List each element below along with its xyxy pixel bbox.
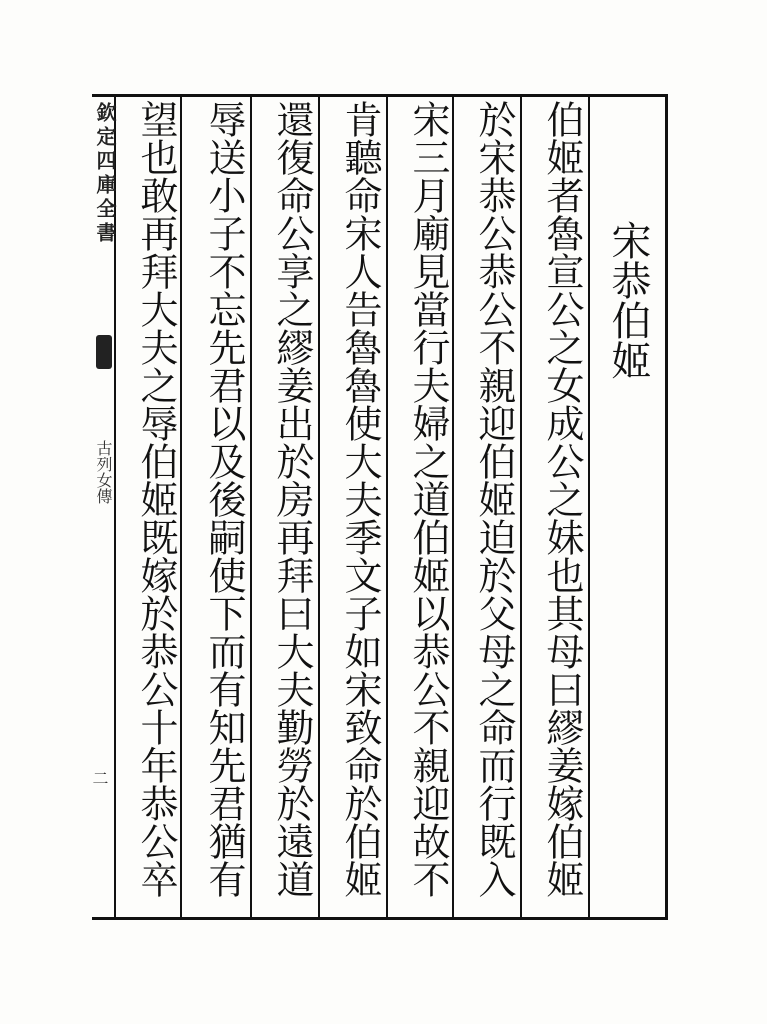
column-rule <box>180 97 182 917</box>
section-heading: 宋恭伯姬 <box>605 220 651 380</box>
margin-book-title: 欽定四庫全書 <box>93 102 117 246</box>
text-column-5: 還復命公享之繆姜出於房再拜曰大夫勤勞於遠道 <box>270 100 314 898</box>
fish-tail-mark <box>96 335 112 369</box>
column-rule <box>520 97 522 917</box>
text-column-3: 宋三月廟見當行夫婦之道伯姬以恭公不親迎故不 <box>406 100 450 898</box>
column-rule <box>452 97 454 917</box>
margin-page-number: 二 <box>90 770 109 786</box>
margin-section-label: 古列女傳 <box>94 440 113 504</box>
column-rule <box>588 97 590 917</box>
column-rule <box>318 97 320 917</box>
text-column-2: 於宋恭公恭公不親迎伯姬迫於父母之命而行既入 <box>472 100 516 898</box>
column-rule <box>250 97 252 917</box>
text-column-4: 肯聽命宋人告魯魯使大夫季文子如宋致命於伯姬 <box>338 100 382 898</box>
text-column-6: 辱送小子不忘先君以及後嗣使下而有知先君猶有 <box>202 100 246 898</box>
text-column-7: 望也敢再拜大夫之辱伯姬既嫁於恭公十年恭公卒 <box>134 100 178 898</box>
column-rule <box>386 97 388 917</box>
text-column-1: 伯姬者魯宣公之女成公之妹也其母曰繆姜嫁伯姬 <box>540 100 584 898</box>
